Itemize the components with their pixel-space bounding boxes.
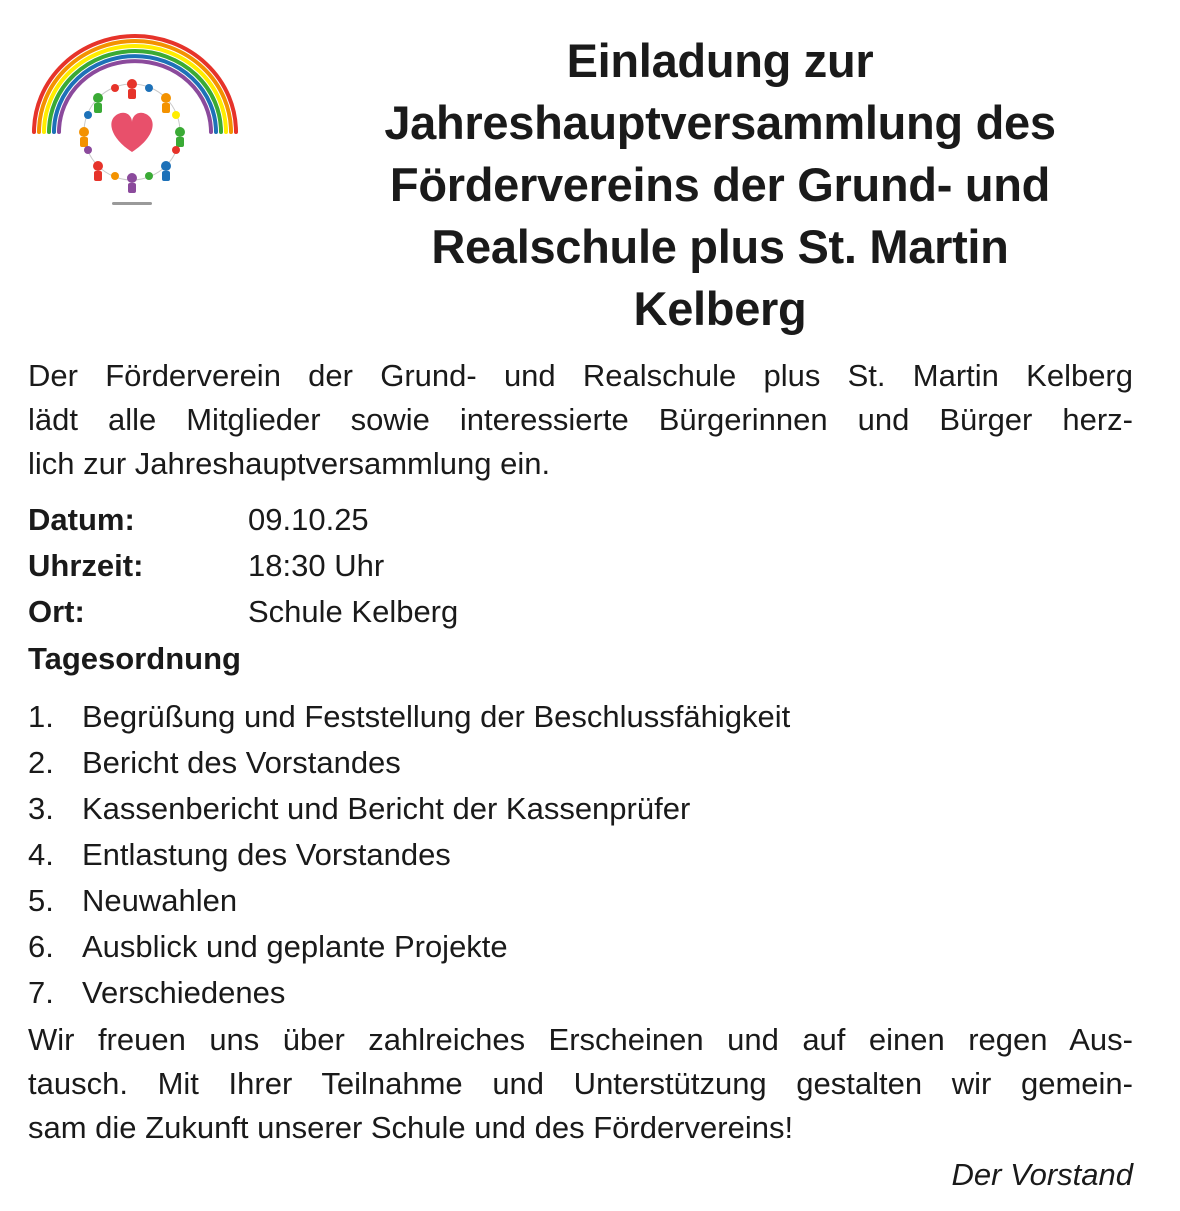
detail-label: Uhrzeit: <box>28 548 144 583</box>
signature: Der Vorstand <box>951 1157 1133 1192</box>
closing-line: tausch. Mit Ihrer Teilnahme und Unterstützung gestalten wir gemein- <box>28 1066 1133 1101</box>
agenda-item-text: Ausblick und geplante Projekte <box>82 929 508 964</box>
agenda-item <box>28 786 790 832</box>
title-line: Kelberg <box>633 282 807 335</box>
detail-row-time <box>28 543 728 589</box>
agenda-item-number: 1. <box>28 699 54 734</box>
detail-row-date <box>28 497 728 543</box>
agenda-item <box>28 970 790 1016</box>
school-association-logo-icon <box>22 22 244 222</box>
intro-line: Der Förderverein der Grund- und Realschule plus St. Martin Kelberg <box>28 358 1133 393</box>
agenda-item-number: 6. <box>28 929 54 964</box>
agenda-item-text: Verschiedenes <box>82 975 286 1010</box>
agenda-item-text: Begrüßung und Feststellung der Beschlussfähigkeit <box>82 699 791 734</box>
detail-row-location <box>28 589 728 635</box>
agenda-item <box>28 694 790 740</box>
title-line: Fördervereins der Grund- und <box>389 158 1051 211</box>
agenda-item-number: 4. <box>28 837 54 872</box>
intro-paragraph <box>28 354 1133 486</box>
agenda-item <box>28 924 790 970</box>
agenda-item-text: Kassenbericht und Bericht der Kassenprüfer <box>82 791 691 826</box>
title-line: Realschule plus St. Martin <box>431 220 1009 273</box>
agenda-item-number: 5. <box>28 883 54 918</box>
closing-line: sam die Zukunft unserer Schule und des Fördervereins! <box>28 1110 794 1145</box>
detail-value: Schule Kelberg <box>248 594 459 629</box>
agenda-item-number: 2. <box>28 745 54 780</box>
meeting-details <box>28 497 728 635</box>
agenda-item-text: Neuwahlen <box>82 883 238 918</box>
agenda-list <box>28 694 790 1016</box>
agenda-heading: Tagesordnung <box>28 641 241 676</box>
agenda-item <box>28 878 790 924</box>
agenda-item-number: 3. <box>28 791 54 826</box>
agenda-item-number: 7. <box>28 975 54 1010</box>
agenda-item-text: Entlastung des Vorstandes <box>82 837 451 872</box>
intro-line: lädt alle Mitglieder sowie interessierte Bürgerinnen und Bürger herz- <box>28 402 1133 437</box>
detail-label: Ort: <box>28 594 85 629</box>
title-line: Jahreshauptversammlung des <box>384 96 1056 149</box>
agenda-item <box>28 740 790 786</box>
agenda-item-text: Bericht des Vorstandes <box>82 745 401 780</box>
detail-value: 09.10.25 <box>248 502 369 537</box>
intro-line: lich zur Jahreshauptversammlung ein. <box>28 446 551 481</box>
invitation-title <box>300 30 1140 340</box>
title-line: Einladung zur <box>566 34 874 87</box>
detail-label: Datum: <box>28 502 135 537</box>
closing-paragraph <box>28 1018 1133 1150</box>
closing-line: Wir freuen uns über zahlreiches Erscheinen und auf einen regen Aus- <box>28 1022 1133 1057</box>
detail-value: 18:30 Uhr <box>248 548 385 583</box>
agenda-item <box>28 832 790 878</box>
